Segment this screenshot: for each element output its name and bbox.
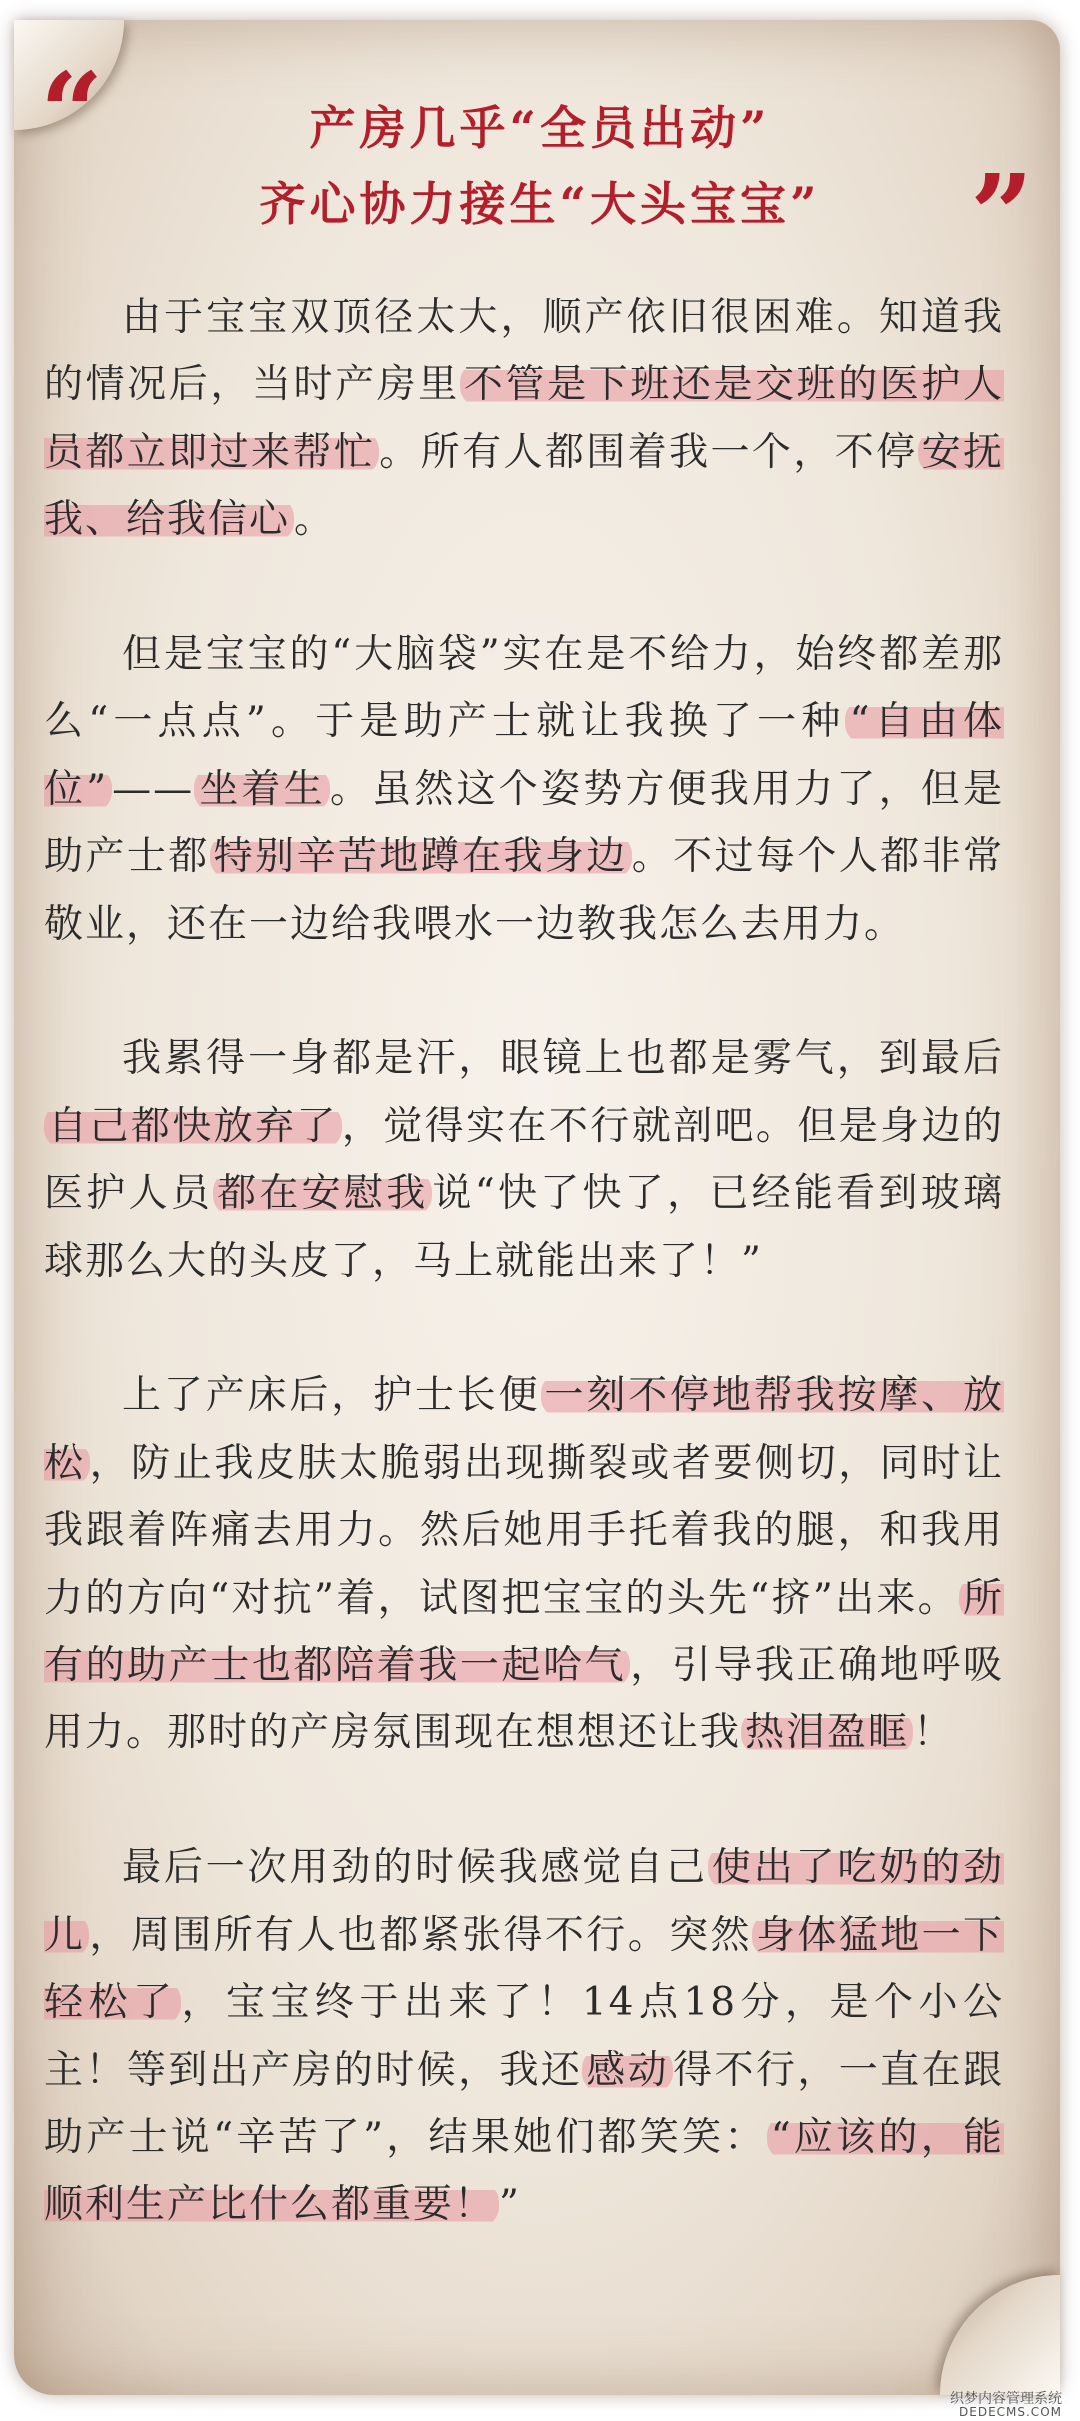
highlighted-text: 特别辛苦地蹲在我身边 — [210, 834, 632, 879]
text-segment: 。不过每个人都非常敬业，还在一边给我喂水一边教我怎么去用力。 — [44, 834, 1004, 947]
highlighted-text: 坐着生 — [194, 767, 330, 812]
text-segment: ，引导我正确地呼吸用力。那时的产房氛围现在想想还让我 — [44, 1643, 1004, 1756]
text-segment: ，宝宝终于出来了！14点18分，是个小公主！等到出产房的时候，我还 — [44, 1980, 1004, 2093]
close-quote-icon: ” — [970, 150, 1034, 279]
highlighted-text: 所有的助产士也都陪着我一起哈气 — [44, 1575, 1004, 1689]
text-segment: ！ — [913, 1710, 955, 1756]
text-segment: 。所有人都围着我一个，不停 — [379, 429, 918, 475]
highlighted-text: “应该的，能顺利生产比什么都重要！ — [44, 2114, 1004, 2228]
highlighted-text: 不管是下班还是交班的医护人员都立即过来帮忙 — [44, 362, 1004, 475]
text-segment: 我累得一身都是汗，眼镜上也都是雾气，到最后 — [122, 1036, 1004, 1082]
highlighted-text: “自由体位” — [44, 699, 1004, 812]
paragraph — [44, 621, 1004, 958]
watermark-line-2: DEDECMS.COM — [959, 2405, 1062, 2420]
paragraph — [44, 1362, 1004, 1766]
text-segment: —— — [112, 766, 195, 812]
watermark — [950, 2392, 1062, 2419]
text-segment: 上了产床后，护士长便 — [122, 1373, 541, 1419]
highlighted-text: 一刻不停地帮我按摩、放松 — [44, 1373, 1004, 1486]
text-segment: ，防止我皮肤太脆弱出现撕裂或者要侧切，同时让我跟着阵痛去用力。然后她用手托着我的腿，和我用力的方向“对抗”着，试图把宝宝的头先“挤”出来。 — [44, 1440, 1004, 1621]
highlighted-text: 自己都快放弃了 — [44, 1104, 342, 1149]
text-segment: ” — [499, 2182, 521, 2228]
highlighted-text: 感动 — [582, 2048, 673, 2093]
paragraph — [44, 284, 1004, 554]
text-segment: 得不行，一直在跟助产士说“辛苦了”，结果她们都笑笑： — [44, 2047, 1004, 2160]
paragraph — [44, 1834, 1004, 2238]
story-body — [44, 284, 1004, 2306]
text-segment: 。 — [294, 497, 336, 543]
text-segment: ，周围所有人也都紧张得不行。突然 — [89, 1912, 752, 1958]
highlighted-text: 都在安慰我 — [213, 1171, 432, 1216]
watermark-line-1: 织梦内容管理系统 — [950, 2390, 1062, 2407]
text-segment: 。虽然这个姿势方便我用力了，但是助产士都 — [44, 766, 1004, 880]
text-segment: 由于宝宝双顶径太大，顺产依旧很困难。知道我的情况后，当时产房里 — [44, 295, 1004, 408]
highlighted-text: 身体猛地一下轻松了 — [44, 1912, 1004, 2026]
highlighted-text: 使出了吃奶的劲儿 — [44, 1845, 1004, 1958]
text-segment: 说“快了快了，已经能看到玻璃球那么大的头皮了，马上就能出来了！” — [44, 1171, 1004, 1284]
title-line-2: 齐心协力接生“大头宝宝” — [259, 177, 821, 231]
open-quote-icon: “ — [40, 48, 104, 177]
highlighted-text: 热泪盈眶 — [741, 1710, 913, 1755]
text-segment: ，觉得实在不行就剖吧。但是身边的医护人员 — [44, 1103, 1004, 1217]
title-line-1: 产房几乎“全员出动” — [309, 101, 771, 155]
highlighted-text: 安抚我、给我信心 — [44, 429, 1004, 543]
text-segment: 最后一次用劲的时候我感觉自己 — [122, 1845, 708, 1891]
text-segment: 但是宝宝的“大脑袋”实在是不给力，始终都差那么“一点点”。于是助产士就让我换了一种 — [44, 632, 1004, 745]
paragraph — [44, 1025, 1004, 1295]
